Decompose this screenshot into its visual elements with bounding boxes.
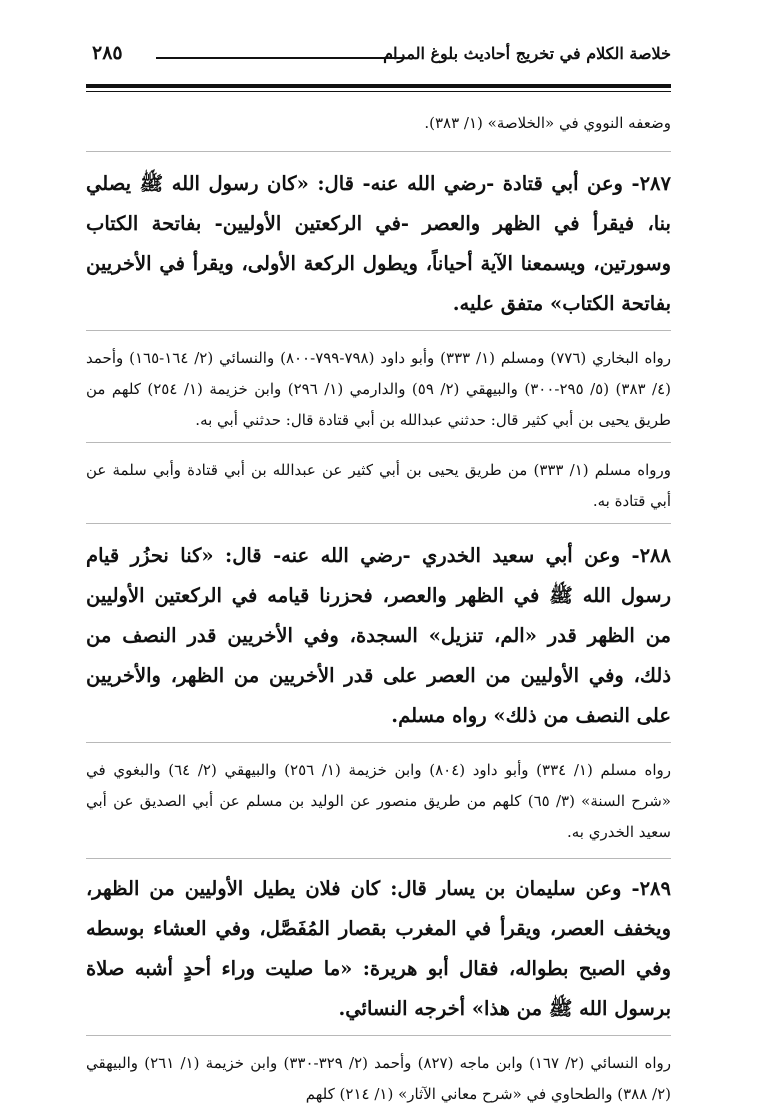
page-content bbox=[86, 108, 671, 1110]
header-rule-thin bbox=[86, 91, 671, 92]
running-title: خلاصة الكلام في تخريج أحاديث بلوغ المرام bbox=[383, 44, 671, 63]
hadith-289: ٢٨٩- وعن سليمان بن يسار قال: كان فلان يطيل الأوليين من الظهر، ويخفف العصر، ويقرأ في المغرب بقصار المُفَصَّل، وفي العشاء بوسطه وفي الصبح بطواله، فقال أبو هريرة: «ما صليت وراء أحدٍ أشبه صلاة برسول الله ﷺ من هذا» أخرجه النسائي. bbox=[86, 877, 671, 1020]
paragraph-separator bbox=[86, 523, 671, 524]
header-rule-thick bbox=[86, 84, 671, 88]
continuation-paragraph: وضعفه النووي في «الخلاصة» (١/ ٣٨٣). bbox=[424, 114, 671, 132]
takhrij-289: رواه النسائي (٢/ ١٦٧) وابن ماجه (٨٢٧) وأحمد (٢/ ٣٢٩-٣٣٠) وابن خزيمة (١/ ٢٦١) والبيهقي (٢/ ٣٨٨) والطحاوي في «شرح معاني الآثار» (١/ ٢١٤) كلهم bbox=[86, 1054, 672, 1103]
paragraph-separator bbox=[86, 1035, 671, 1036]
takhrij-287-additional: ورواه مسلم (١/ ٣٣٣) من طريق يحيى بن أبي كثير عن عبدالله بن أبي قتادة وأبي سلمة عن أبي قتادة به. bbox=[86, 461, 671, 510]
page-number: ٢٨٥ bbox=[92, 42, 123, 64]
hadith-287: ٢٨٧- وعن أبي قتادة -رضي الله عنه- قال: «كان رسول الله ﷺ يصلي بنا، فيقرأ في الظهر والعصر -في الركعتين الأوليين- بفاتحة الكتاب وسورتين، ويسمعنا الآية أحياناً، ويطول الركعة الأولى، ويقرأ في الأخريين بفاتحة الكتاب» متفق عليه. bbox=[86, 172, 671, 315]
takhrij-288: رواه مسلم (١/ ٣٣٤) وأبو داود (٨٠٤) وابن خزيمة (١/ ٢٥٦) والبيهقي (٢/ ٦٤) والبغوي في «شرح السنة» (٣/ ٦٥) كلهم من طريق منصور عن الوليد بن مسلم عن أبي الصديق عن أبي سعيد الخدري به. bbox=[86, 761, 672, 841]
header-title-rule bbox=[156, 57, 409, 59]
paragraph-separator bbox=[86, 858, 671, 859]
page-header bbox=[92, 40, 671, 72]
paragraph-separator bbox=[86, 330, 671, 331]
hadith-288: ٢٨٨- وعن أبي سعيد الخدري -رضي الله عنه- قال: «كنا نحزُر قيام رسول الله ﷺ في الظهر والعصر، فحزرنا قيامه في الركعتين الأوليين من الظهر قدر «الم، تنزيل» السجدة، وفي الأخريين قدر النصف من ذلك، وفي الأوليين من العصر على قدر الأخريين من الظهر، والأخريين على النصف من ذلك» رواه مسلم. bbox=[86, 544, 671, 727]
paragraph-separator bbox=[86, 442, 671, 443]
paragraph-separator bbox=[86, 151, 671, 152]
takhrij-287: رواه البخاري (٧٧٦) ومسلم (١/ ٣٣٣) وأبو داود (٧٩٨-٧٩٩-٨٠٠) والنسائي (٢/ ١٦٤-١٦٥) وأحمد (٤/ ٣٨٣) (٥/ ٢٩٥-٣٠٠) والبيهقي (٢/ ٥٩) والدارمي (١/ ٢٩٦) وابن خزيمة (١/ ٢٥٤) كلهم من طريق يحيى بن أبي كثير قال: حدثني عبدالله بن أبي قتادة قال: حدثني أبي به. bbox=[86, 349, 672, 429]
paragraph-separator bbox=[86, 742, 671, 743]
